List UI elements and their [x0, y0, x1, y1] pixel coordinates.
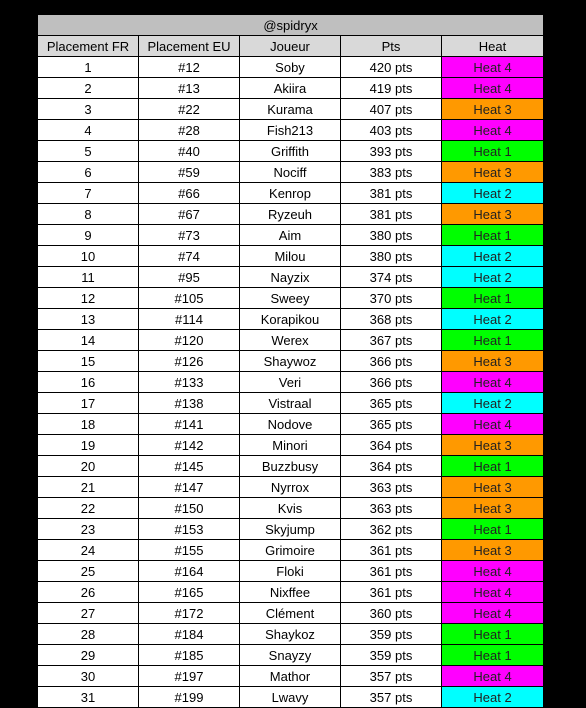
- player-name-cell: Kvis: [240, 498, 341, 519]
- placement-fr-cell: 11: [38, 267, 139, 288]
- placement-fr-cell: 17: [38, 393, 139, 414]
- player-name-cell: Nodove: [240, 414, 341, 435]
- header-placement-fr: Placement FR: [38, 36, 139, 57]
- placement-eu-cell: #184: [139, 624, 240, 645]
- placement-eu-cell: #59: [139, 162, 240, 183]
- heat-cell: Heat 4: [442, 78, 544, 99]
- placement-eu-cell: #145: [139, 456, 240, 477]
- player-name-cell: Vistraal: [240, 393, 341, 414]
- points-cell: 419 pts: [341, 78, 442, 99]
- placement-eu-cell: #66: [139, 183, 240, 204]
- placement-fr-cell: 21: [38, 477, 139, 498]
- placement-eu-cell: #164: [139, 561, 240, 582]
- points-cell: 360 pts: [341, 603, 442, 624]
- header-pts: Pts: [341, 36, 442, 57]
- points-cell: 366 pts: [341, 372, 442, 393]
- placement-eu-cell: #172: [139, 603, 240, 624]
- placement-eu-cell: #126: [139, 351, 240, 372]
- points-cell: 362 pts: [341, 519, 442, 540]
- points-cell: 364 pts: [341, 435, 442, 456]
- placement-eu-cell: #73: [139, 225, 240, 246]
- heat-cell: Heat 1: [442, 645, 544, 666]
- points-cell: 381 pts: [341, 204, 442, 225]
- table-row: [38, 351, 544, 372]
- points-cell: 381 pts: [341, 183, 442, 204]
- heat-cell: Heat 4: [442, 57, 544, 78]
- points-cell: 363 pts: [341, 498, 442, 519]
- table-row: [38, 78, 544, 99]
- points-cell: 367 pts: [341, 330, 442, 351]
- placement-eu-cell: #141: [139, 414, 240, 435]
- points-cell: 370 pts: [341, 288, 442, 309]
- points-cell: 403 pts: [341, 120, 442, 141]
- table-row: [38, 645, 544, 666]
- table-row: [38, 57, 544, 78]
- heat-cell: Heat 3: [442, 162, 544, 183]
- table-row: [38, 519, 544, 540]
- heat-cell: Heat 3: [442, 99, 544, 120]
- player-name-cell: Kenrop: [240, 183, 341, 204]
- heat-cell: Heat 3: [442, 498, 544, 519]
- placement-eu-cell: #95: [139, 267, 240, 288]
- table-row: [38, 666, 544, 687]
- placement-fr-cell: 16: [38, 372, 139, 393]
- table-row: [38, 267, 544, 288]
- player-name-cell: Nociff: [240, 162, 341, 183]
- placement-eu-cell: #40: [139, 141, 240, 162]
- placement-eu-cell: #114: [139, 309, 240, 330]
- heat-cell: Heat 4: [442, 561, 544, 582]
- points-cell: 357 pts: [341, 666, 442, 687]
- placement-fr-cell: 20: [38, 456, 139, 477]
- player-name-cell: Veri: [240, 372, 341, 393]
- table-row: [38, 204, 544, 225]
- header-joueur: Joueur: [240, 36, 341, 57]
- player-name-cell: Ryzeuh: [240, 204, 341, 225]
- points-cell: 361 pts: [341, 582, 442, 603]
- placement-eu-cell: #150: [139, 498, 240, 519]
- player-name-cell: Nayzix: [240, 267, 341, 288]
- placement-eu-cell: #28: [139, 120, 240, 141]
- title-row: [38, 15, 544, 36]
- placement-eu-cell: #138: [139, 393, 240, 414]
- placement-eu-cell: #165: [139, 582, 240, 603]
- placement-fr-cell: 10: [38, 246, 139, 267]
- player-name-cell: Milou: [240, 246, 341, 267]
- points-cell: 407 pts: [341, 99, 442, 120]
- heat-cell: Heat 1: [442, 519, 544, 540]
- table-row: [38, 561, 544, 582]
- placement-fr-cell: 27: [38, 603, 139, 624]
- placement-fr-cell: 9: [38, 225, 139, 246]
- table-row: [38, 162, 544, 183]
- table-row: [38, 246, 544, 267]
- placement-eu-cell: #155: [139, 540, 240, 561]
- placement-fr-cell: 24: [38, 540, 139, 561]
- placement-fr-cell: 4: [38, 120, 139, 141]
- table-row: [38, 624, 544, 645]
- player-name-cell: Werex: [240, 330, 341, 351]
- placement-fr-cell: 2: [38, 78, 139, 99]
- heat-cell: Heat 2: [442, 246, 544, 267]
- placement-fr-cell: 15: [38, 351, 139, 372]
- player-name-cell: Lwavy: [240, 687, 341, 708]
- placement-fr-cell: 1: [38, 57, 139, 78]
- points-cell: 365 pts: [341, 393, 442, 414]
- heat-cell: Heat 4: [442, 582, 544, 603]
- heat-cell: Heat 3: [442, 477, 544, 498]
- heat-cell: Heat 1: [442, 456, 544, 477]
- placement-eu-cell: #153: [139, 519, 240, 540]
- table-row: [38, 603, 544, 624]
- table-row: [38, 309, 544, 330]
- player-name-cell: Korapikou: [240, 309, 341, 330]
- points-cell: 361 pts: [341, 540, 442, 561]
- placement-eu-cell: #74: [139, 246, 240, 267]
- heat-cell: Heat 2: [442, 267, 544, 288]
- placement-fr-cell: 7: [38, 183, 139, 204]
- table-row: [38, 477, 544, 498]
- placement-fr-cell: 3: [38, 99, 139, 120]
- points-cell: 364 pts: [341, 456, 442, 477]
- placement-fr-cell: 8: [38, 204, 139, 225]
- placement-fr-cell: 19: [38, 435, 139, 456]
- heat-cell: Heat 4: [442, 666, 544, 687]
- player-name-cell: Minori: [240, 435, 341, 456]
- table-row: [38, 498, 544, 519]
- table-title: @spidryx: [38, 15, 544, 36]
- points-cell: 366 pts: [341, 351, 442, 372]
- placement-fr-cell: 12: [38, 288, 139, 309]
- placement-eu-cell: #197: [139, 666, 240, 687]
- player-name-cell: Nixffee: [240, 582, 341, 603]
- table-row: [38, 414, 544, 435]
- player-name-cell: Skyjump: [240, 519, 341, 540]
- placement-fr-cell: 26: [38, 582, 139, 603]
- player-name-cell: Buzzbusy: [240, 456, 341, 477]
- placement-fr-cell: 14: [38, 330, 139, 351]
- heat-cell: Heat 2: [442, 393, 544, 414]
- placement-eu-cell: #185: [139, 645, 240, 666]
- heat-cell: Heat 2: [442, 309, 544, 330]
- placement-fr-cell: 29: [38, 645, 139, 666]
- points-cell: 359 pts: [341, 624, 442, 645]
- table-row: [38, 456, 544, 477]
- placement-fr-cell: 18: [38, 414, 139, 435]
- table-body: [38, 57, 544, 708]
- table-row: [38, 372, 544, 393]
- player-name-cell: Grimoire: [240, 540, 341, 561]
- table-row: [38, 288, 544, 309]
- points-cell: 380 pts: [341, 225, 442, 246]
- table-row: [38, 120, 544, 141]
- placement-fr-cell: 23: [38, 519, 139, 540]
- placement-fr-cell: 25: [38, 561, 139, 582]
- table-row: [38, 393, 544, 414]
- heat-cell: Heat 4: [442, 372, 544, 393]
- placement-eu-cell: #13: [139, 78, 240, 99]
- heat-cell: Heat 3: [442, 204, 544, 225]
- table-row: [38, 330, 544, 351]
- placement-eu-cell: #133: [139, 372, 240, 393]
- heat-cell: Heat 1: [442, 330, 544, 351]
- placement-fr-cell: 30: [38, 666, 139, 687]
- player-name-cell: Floki: [240, 561, 341, 582]
- points-cell: 393 pts: [341, 141, 442, 162]
- points-cell: 363 pts: [341, 477, 442, 498]
- placement-fr-cell: 28: [38, 624, 139, 645]
- ranking-sheet: [37, 14, 543, 708]
- heat-cell: Heat 4: [442, 120, 544, 141]
- placement-fr-cell: 31: [38, 687, 139, 708]
- player-name-cell: Kurama: [240, 99, 341, 120]
- points-cell: 359 pts: [341, 645, 442, 666]
- points-cell: 380 pts: [341, 246, 442, 267]
- points-cell: 368 pts: [341, 309, 442, 330]
- header-row: [38, 36, 544, 57]
- points-cell: 383 pts: [341, 162, 442, 183]
- player-name-cell: Nyrrox: [240, 477, 341, 498]
- heat-cell: Heat 3: [442, 435, 544, 456]
- placement-fr-cell: 5: [38, 141, 139, 162]
- heat-cell: Heat 4: [442, 414, 544, 435]
- placement-fr-cell: 22: [38, 498, 139, 519]
- heat-cell: Heat 1: [442, 288, 544, 309]
- heat-cell: Heat 1: [442, 225, 544, 246]
- heat-cell: Heat 2: [442, 687, 544, 708]
- heat-cell: Heat 3: [442, 351, 544, 372]
- player-name-cell: Soby: [240, 57, 341, 78]
- player-name-cell: Griffith: [240, 141, 341, 162]
- heat-cell: Heat 2: [442, 183, 544, 204]
- placement-fr-cell: 6: [38, 162, 139, 183]
- player-name-cell: Fish213: [240, 120, 341, 141]
- heat-cell: Heat 3: [442, 540, 544, 561]
- placement-eu-cell: #142: [139, 435, 240, 456]
- table-row: [38, 225, 544, 246]
- points-cell: 420 pts: [341, 57, 442, 78]
- table-row: [38, 141, 544, 162]
- table-row: [38, 582, 544, 603]
- heat-cell: Heat 1: [442, 141, 544, 162]
- player-name-cell: Shaykoz: [240, 624, 341, 645]
- placement-eu-cell: #120: [139, 330, 240, 351]
- player-name-cell: Akiira: [240, 78, 341, 99]
- player-name-cell: Clément: [240, 603, 341, 624]
- heat-cell: Heat 1: [442, 624, 544, 645]
- player-name-cell: Snayzy: [240, 645, 341, 666]
- table-row: [38, 99, 544, 120]
- placement-eu-cell: #199: [139, 687, 240, 708]
- table-row: [38, 540, 544, 561]
- points-cell: 374 pts: [341, 267, 442, 288]
- placement-eu-cell: #67: [139, 204, 240, 225]
- placement-fr-cell: 13: [38, 309, 139, 330]
- heat-cell: Heat 4: [442, 603, 544, 624]
- table-row: [38, 435, 544, 456]
- player-name-cell: Mathor: [240, 666, 341, 687]
- points-cell: 357 pts: [341, 687, 442, 708]
- table-row: [38, 687, 544, 708]
- header-heat: Heat: [442, 36, 544, 57]
- player-name-cell: Aim: [240, 225, 341, 246]
- placement-eu-cell: #12: [139, 57, 240, 78]
- placement-eu-cell: #22: [139, 99, 240, 120]
- table-row: [38, 183, 544, 204]
- player-name-cell: Shaywoz: [240, 351, 341, 372]
- points-cell: 365 pts: [341, 414, 442, 435]
- ranking-table: [37, 14, 544, 708]
- placement-eu-cell: #105: [139, 288, 240, 309]
- header-placement-eu: Placement EU: [139, 36, 240, 57]
- placement-eu-cell: #147: [139, 477, 240, 498]
- points-cell: 361 pts: [341, 561, 442, 582]
- player-name-cell: Sweey: [240, 288, 341, 309]
